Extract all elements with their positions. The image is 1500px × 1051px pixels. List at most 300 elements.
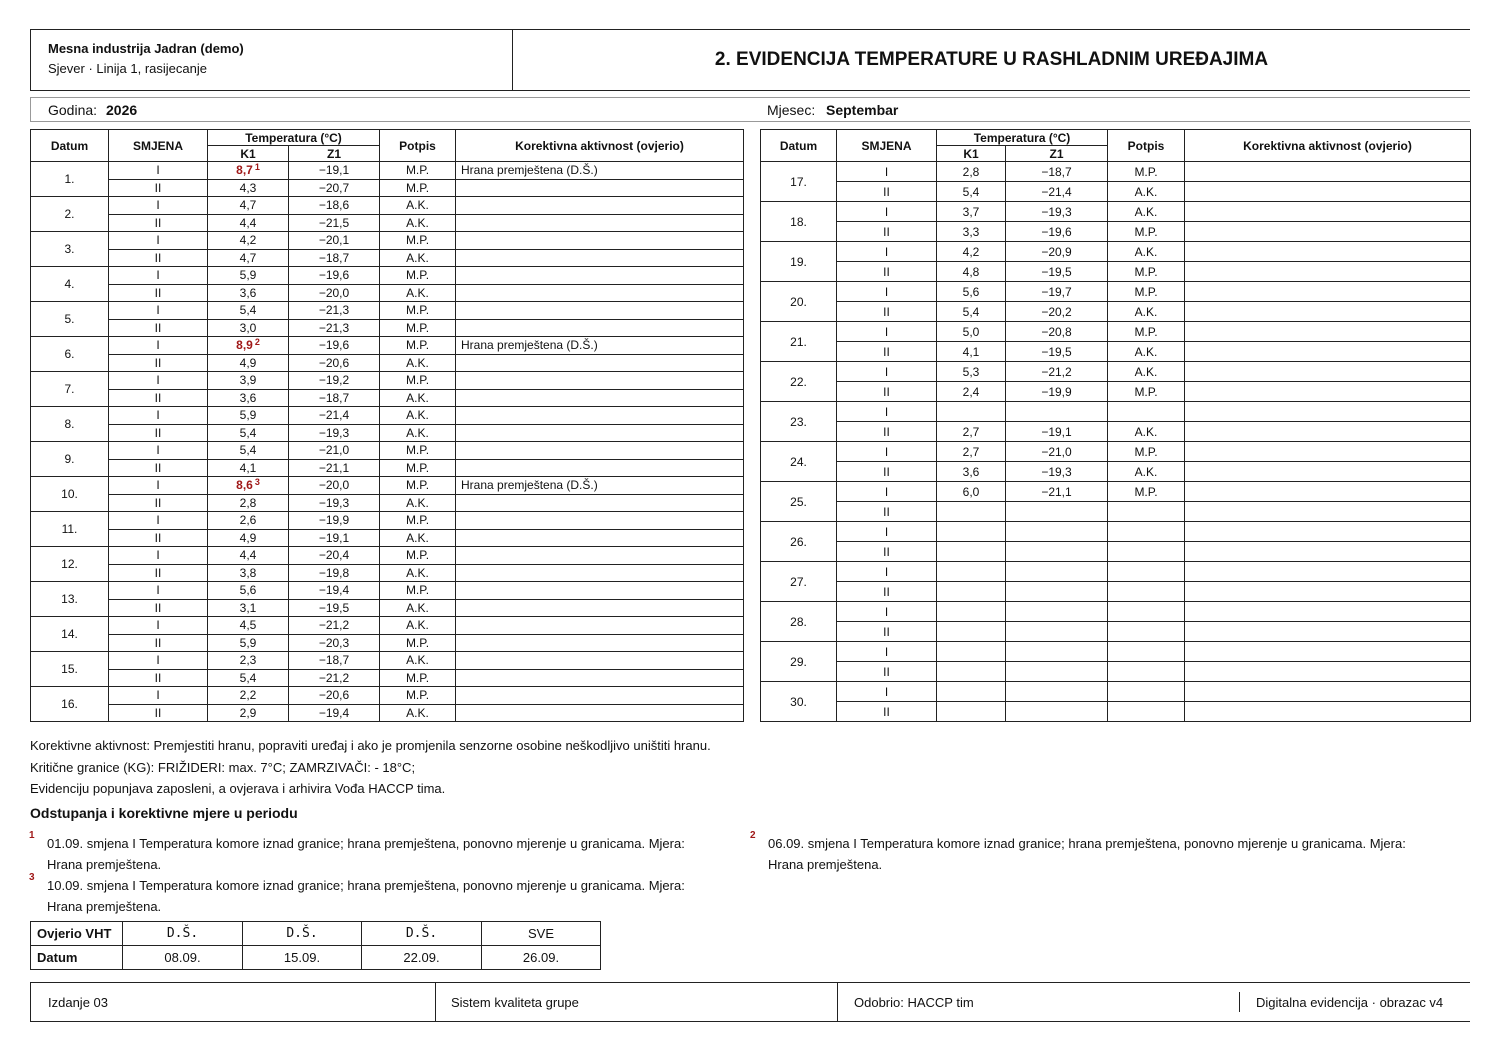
date-cell: 4. <box>31 267 109 302</box>
z1-cell: −21,4 <box>1006 182 1108 202</box>
k1-cell: 2,2 <box>208 687 289 705</box>
footer-approved: Odobrio: HACCP tim <box>854 995 974 1010</box>
footnote-marker: 3 <box>254 477 260 488</box>
z1-cell <box>1006 502 1108 522</box>
k1-cell: 2,8 <box>937 162 1006 182</box>
col-signature: Potpis <box>380 130 456 162</box>
k1-cell: 5,0 <box>937 322 1006 342</box>
z1-cell: −21,3 <box>289 319 380 337</box>
footnote-number: 3 <box>29 872 35 883</box>
table-row <box>31 634 744 652</box>
z1-cell <box>1006 642 1108 662</box>
z1-cell: −21,3 <box>289 302 380 320</box>
z1-cell: −21,5 <box>289 214 380 232</box>
col-k1: K1 <box>937 146 1006 162</box>
date-cell: 20. <box>761 282 837 322</box>
shift-cell: II <box>837 302 937 322</box>
shift-cell: I <box>109 372 208 390</box>
shift-cell: I <box>109 652 208 670</box>
verification-date: 22.09. <box>362 946 482 970</box>
corrective-cell <box>1185 202 1471 222</box>
shift-cell: I <box>837 282 937 302</box>
corrective-cell <box>1185 362 1471 382</box>
k1-cell <box>937 542 1006 562</box>
shift-cell: I <box>109 687 208 705</box>
corrective-cell <box>456 442 744 460</box>
shift-cell: II <box>837 502 937 522</box>
table-row <box>31 704 744 722</box>
shift-cell: I <box>837 362 937 382</box>
corrective-cell <box>456 267 744 285</box>
k1-cell: 4,3 <box>208 179 289 197</box>
month-value: Septembar <box>826 102 899 118</box>
signature-cell: M.P. <box>380 634 456 652</box>
corrective-cell <box>456 547 744 565</box>
z1-cell: −19,6 <box>289 267 380 285</box>
shift-cell: I <box>837 482 937 502</box>
corrective-cell <box>1185 702 1471 722</box>
table-row <box>761 602 1471 622</box>
k1-cell: 5,3 <box>937 362 1006 382</box>
signature-cell: M.P. <box>1108 282 1185 302</box>
shift-cell: I <box>837 682 937 702</box>
footer-divider <box>435 983 436 1021</box>
signature-cell: A.K. <box>1108 422 1185 442</box>
shift-cell: II <box>109 389 208 407</box>
table-row <box>761 662 1471 682</box>
signature-cell: A.K. <box>380 704 456 722</box>
z1-cell: −19,1 <box>289 529 380 547</box>
signature-cell <box>1108 682 1185 702</box>
table-row <box>31 442 744 460</box>
k1-cell: 3,6 <box>208 284 289 302</box>
corrective-cell <box>1185 562 1471 582</box>
z1-cell: −20,4 <box>289 547 380 565</box>
table-row <box>31 564 744 582</box>
z1-cell: −19,8 <box>289 564 380 582</box>
z1-cell: −21,2 <box>1006 362 1108 382</box>
k1-cell: 4,5 <box>208 617 289 635</box>
signature-cell: M.P. <box>1108 162 1185 182</box>
signature-cell: M.P. <box>380 179 456 197</box>
table-row <box>31 669 744 687</box>
col-corrective: Korektivna aktivnost (ovjerio) <box>456 130 744 162</box>
shift-cell: II <box>837 702 937 722</box>
shift-cell: II <box>837 662 937 682</box>
signature-cell: A.K. <box>380 494 456 512</box>
date-cell: 22. <box>761 362 837 402</box>
z1-cell: −21,1 <box>1006 482 1108 502</box>
footnote-text: 01.09. smjena I Temperatura komore iznad granice; hrana premještena, ponovno mjerenje u granicama. Mjera: Hrana premještena. <box>47 836 685 872</box>
date-cell: 12. <box>31 547 109 582</box>
k1-cell <box>937 602 1006 622</box>
shift-cell: I <box>109 232 208 250</box>
table-row <box>761 222 1471 242</box>
corrective-cell <box>456 249 744 267</box>
z1-cell: −19,5 <box>1006 262 1108 282</box>
company-block <box>31 30 513 90</box>
shift-cell: I <box>837 202 937 222</box>
signature-cell: A.K. <box>380 529 456 547</box>
k1-cell: 5,4 <box>208 442 289 460</box>
corrective-cell <box>456 652 744 670</box>
table-row <box>761 182 1471 202</box>
temperature-table-left <box>30 129 744 722</box>
signature-cell: A.K. <box>380 197 456 215</box>
table-row <box>31 599 744 617</box>
date-cell: 11. <box>31 512 109 547</box>
corrective-cell <box>456 319 744 337</box>
year-label: Godina: <box>48 102 98 118</box>
corrective-cell <box>1185 662 1471 682</box>
z1-cell: −19,6 <box>1006 222 1108 242</box>
footnote-text: 10.09. smjena I Temperatura komore iznad granice; hrana premještena, ponovno mjerenje u granicama. Mjera: Hrana premještena. <box>47 878 685 914</box>
table-row <box>761 682 1471 702</box>
signature-cell: A.K. <box>1108 362 1185 382</box>
shift-cell: I <box>837 442 937 462</box>
verified-label: Ovjerio VHT <box>31 922 123 946</box>
corrective-cell <box>456 179 744 197</box>
note-responsibility: Evidenciju popunjava zaposleni, a ovjerava i arhivira Vođa HACCP tima. <box>30 781 446 796</box>
signature-cell: M.P. <box>380 267 456 285</box>
k1-cell: 4,4 <box>208 547 289 565</box>
shift-cell: I <box>109 407 208 425</box>
form-footer <box>30 982 1470 1022</box>
shift-cell: II <box>837 262 937 282</box>
date-cell: 8. <box>31 407 109 442</box>
corrective-cell <box>456 704 744 722</box>
signature-cell: M.P. <box>380 442 456 460</box>
table-row <box>31 232 744 250</box>
signature-cell: A.K. <box>1108 242 1185 262</box>
corrective-cell <box>456 284 744 302</box>
z1-cell: −18,7 <box>289 652 380 670</box>
corrective-cell <box>1185 322 1471 342</box>
shift-cell: II <box>837 422 937 442</box>
corrective-cell <box>1185 382 1471 402</box>
corrective-cell: Hrana premještena (D.Š.) <box>456 162 744 180</box>
shift-cell: II <box>837 382 937 402</box>
col-k1: K1 <box>208 146 289 162</box>
date-cell: 10. <box>31 477 109 512</box>
table-row <box>31 459 744 477</box>
deviations-title: Odstupanja i korektivne mjere u periodu <box>30 805 298 821</box>
k1-cell: 4,7 <box>208 249 289 267</box>
col-z1: Z1 <box>289 146 380 162</box>
signature-cell: M.P. <box>1108 322 1185 342</box>
shift-cell: II <box>109 634 208 652</box>
shift-cell: I <box>109 477 208 495</box>
table-row <box>761 542 1471 562</box>
k1-cell: 4,8 <box>937 262 1006 282</box>
signature-cell: M.P. <box>380 582 456 600</box>
z1-cell: −19,3 <box>289 494 380 512</box>
signature-cell: A.K. <box>380 652 456 670</box>
k1-cell: 5,4 <box>937 182 1006 202</box>
k1-cell: 5,9 <box>208 407 289 425</box>
shift-cell: II <box>109 284 208 302</box>
table-row <box>31 547 744 565</box>
signature-cell <box>1108 662 1185 682</box>
z1-cell: −20,0 <box>289 284 380 302</box>
table-row <box>761 242 1471 262</box>
k1-cell <box>208 477 289 495</box>
z1-cell: −18,6 <box>289 197 380 215</box>
signature-cell: A.K. <box>380 617 456 635</box>
signature-cell <box>1108 402 1185 422</box>
k1-cell: 4,2 <box>937 242 1006 262</box>
footer-form-version: Digitalna evidencija · obrazac v4 <box>1256 995 1444 1010</box>
corrective-cell: Hrana premještena (D.Š.) <box>456 477 744 495</box>
z1-cell: −19,9 <box>1006 382 1108 402</box>
k1-cell <box>937 502 1006 522</box>
z1-cell: −20,8 <box>1006 322 1108 342</box>
corrective-cell <box>1185 462 1471 482</box>
corrective-cell <box>1185 282 1471 302</box>
corrective-cell <box>456 232 744 250</box>
shift-cell: I <box>837 322 937 342</box>
z1-cell: −21,4 <box>289 407 380 425</box>
z1-cell <box>1006 662 1108 682</box>
footnote <box>29 872 717 917</box>
table-row <box>761 442 1471 462</box>
signature-cell: M.P. <box>1108 262 1185 282</box>
k1-value: 8,9 <box>236 338 253 353</box>
shift-cell: I <box>109 197 208 215</box>
table-row <box>31 162 744 180</box>
k1-cell: 4,1 <box>208 459 289 477</box>
corrective-cell <box>1185 262 1471 282</box>
date-cell: 16. <box>31 687 109 722</box>
col-shift: SMJENA <box>109 130 208 162</box>
corrective-cell <box>456 389 744 407</box>
z1-cell: −21,2 <box>289 617 380 635</box>
col-date: Datum <box>761 130 837 162</box>
shift-cell: I <box>109 512 208 530</box>
month-label: Mjesec: <box>767 102 816 118</box>
z1-cell <box>1006 522 1108 542</box>
note-corrective: Korektivne aktivnost: Premjestiti hranu, popraviti uređaj i ako je promjenila senzorne osobine neškodljivo uništiti hranu. <box>30 738 711 753</box>
z1-cell <box>1006 622 1108 642</box>
col-temperature: Temperatura (°C) <box>208 130 380 146</box>
shift-cell: I <box>837 562 937 582</box>
table-row <box>31 179 744 197</box>
k1-cell: 3,1 <box>208 599 289 617</box>
corrective-cell <box>456 494 744 512</box>
k1-cell: 3,6 <box>208 389 289 407</box>
table-row <box>31 354 744 372</box>
signature-cell: A.K. <box>1108 202 1185 222</box>
z1-cell: −19,3 <box>1006 202 1108 222</box>
table-row <box>761 382 1471 402</box>
corrective-cell <box>1185 302 1471 322</box>
k1-cell: 4,1 <box>937 342 1006 362</box>
corrective-cell <box>456 669 744 687</box>
footer-divider <box>1239 992 1240 1012</box>
k1-cell <box>937 402 1006 422</box>
z1-cell: −20,3 <box>289 634 380 652</box>
k1-cell: 2,9 <box>208 704 289 722</box>
z1-cell: −19,3 <box>289 424 380 442</box>
shift-cell: II <box>109 459 208 477</box>
z1-cell: −21,0 <box>1006 442 1108 462</box>
signature-cell: A.K. <box>380 407 456 425</box>
table-row <box>761 502 1471 522</box>
signature-cell <box>1108 502 1185 522</box>
table-row <box>761 322 1471 342</box>
corrective-cell <box>1185 442 1471 462</box>
shift-cell: I <box>109 337 208 355</box>
z1-cell: −19,4 <box>289 704 380 722</box>
z1-cell: −19,1 <box>289 162 380 180</box>
table-row <box>31 389 744 407</box>
k1-cell: 4,9 <box>208 354 289 372</box>
k1-cell <box>937 522 1006 542</box>
verifier-cell: D.Š. <box>123 922 243 946</box>
corrective-cell <box>1185 622 1471 642</box>
z1-cell <box>1006 562 1108 582</box>
form-header <box>30 29 1470 91</box>
corrective-cell <box>1185 402 1471 422</box>
k1-cell <box>937 662 1006 682</box>
corrective-cell <box>1185 422 1471 442</box>
signature-cell: A.K. <box>380 599 456 617</box>
k1-cell: 4,2 <box>208 232 289 250</box>
footer-system: Sistem kvaliteta grupe <box>451 995 579 1010</box>
table-row <box>31 284 744 302</box>
table-row <box>761 422 1471 442</box>
shift-cell: II <box>837 222 937 242</box>
signature-cell: A.K. <box>380 424 456 442</box>
verifier-cell: D.Š. <box>243 922 362 946</box>
table-row <box>761 562 1471 582</box>
z1-cell: −21,1 <box>289 459 380 477</box>
shift-cell: II <box>109 564 208 582</box>
date-cell: 26. <box>761 522 837 562</box>
date-cell: 23. <box>761 402 837 442</box>
notes-block <box>30 735 711 800</box>
col-z1: Z1 <box>1006 146 1108 162</box>
date-cell: 24. <box>761 442 837 482</box>
table-row <box>761 362 1471 382</box>
signature-cell: M.P. <box>1108 382 1185 402</box>
table-row <box>31 302 744 320</box>
table-row <box>761 642 1471 662</box>
k1-cell <box>937 702 1006 722</box>
k1-value: 8,6 <box>236 478 253 493</box>
k1-cell <box>937 562 1006 582</box>
signature-cell: M.P. <box>380 302 456 320</box>
k1-cell: 5,6 <box>937 282 1006 302</box>
signature-cell: A.K. <box>1108 182 1185 202</box>
k1-cell <box>937 622 1006 642</box>
z1-cell: −18,7 <box>289 249 380 267</box>
table-row <box>31 424 744 442</box>
corrective-cell <box>456 214 744 232</box>
k1-cell: 3,9 <box>208 372 289 390</box>
location-line: Sjever · Linija 1, rasijecanje <box>48 61 207 76</box>
signature-cell: M.P. <box>380 459 456 477</box>
signature-cell: A.K. <box>1108 342 1185 362</box>
col-shift: SMJENA <box>837 130 937 162</box>
table-row <box>31 267 744 285</box>
z1-cell: −20,6 <box>289 354 380 372</box>
table-row <box>761 302 1471 322</box>
shift-cell: I <box>109 582 208 600</box>
corrective-cell <box>456 564 744 582</box>
z1-cell: −19,1 <box>1006 422 1108 442</box>
k1-cell: 5,9 <box>208 267 289 285</box>
col-signature: Potpis <box>1108 130 1185 162</box>
z1-cell: −19,3 <box>1006 462 1108 482</box>
table-row <box>31 337 744 355</box>
table-row <box>31 529 744 547</box>
period-bar <box>30 97 1470 122</box>
corrective-cell <box>1185 642 1471 662</box>
note-critical-limits: Kritične granice (KG): FRIŽIDERI: max. 7°C; ZAMRZIVAČI: - 18°C; <box>30 759 416 775</box>
date-cell: 3. <box>31 232 109 267</box>
z1-cell: −20,7 <box>289 179 380 197</box>
corrective-cell: Hrana premještena (D.Š.) <box>456 337 744 355</box>
corrective-cell <box>456 197 744 215</box>
verifier-cell: SVE <box>482 922 601 946</box>
corrective-cell <box>1185 522 1471 542</box>
corrective-cell <box>1185 682 1471 702</box>
shift-cell: II <box>109 354 208 372</box>
z1-cell: −20,6 <box>289 687 380 705</box>
signature-cell: M.P. <box>380 547 456 565</box>
corrective-cell <box>1185 502 1471 522</box>
shift-cell: II <box>109 599 208 617</box>
corrective-cell <box>1185 582 1471 602</box>
corrective-cell <box>456 634 744 652</box>
corrective-cell <box>456 687 744 705</box>
z1-cell: −21,0 <box>289 442 380 460</box>
table-row <box>31 512 744 530</box>
date-cell: 28. <box>761 602 837 642</box>
shift-cell: II <box>109 704 208 722</box>
table-row <box>761 162 1471 182</box>
shift-cell: I <box>837 642 937 662</box>
shift-cell: I <box>109 547 208 565</box>
form-title: 2. EVIDENCIJA TEMPERATURE U RASHLADNIM UREĐAJIMA <box>714 49 1269 70</box>
corrective-cell <box>1185 242 1471 262</box>
signature-cell: A.K. <box>380 389 456 407</box>
k1-cell: 5,4 <box>208 669 289 687</box>
shift-cell: II <box>109 249 208 267</box>
table-row <box>761 482 1471 502</box>
z1-cell <box>1006 402 1108 422</box>
k1-cell: 2,7 <box>937 422 1006 442</box>
corrective-cell <box>456 407 744 425</box>
corrective-cell <box>1185 542 1471 562</box>
signature-cell: M.P. <box>1108 222 1185 242</box>
k1-cell: 5,6 <box>208 582 289 600</box>
table-row <box>761 342 1471 362</box>
corrective-cell <box>456 529 744 547</box>
signature-cell: M.P. <box>1108 442 1185 462</box>
corrective-cell <box>456 354 744 372</box>
shift-cell: II <box>837 582 937 602</box>
shift-cell: I <box>109 162 208 180</box>
z1-cell <box>1006 682 1108 702</box>
k1-flagged <box>236 478 260 492</box>
k1-flagged <box>236 163 260 177</box>
footnote-marker: 1 <box>254 162 260 173</box>
date-label: Datum <box>31 946 123 970</box>
k1-cell: 2,8 <box>208 494 289 512</box>
table-row <box>31 214 744 232</box>
